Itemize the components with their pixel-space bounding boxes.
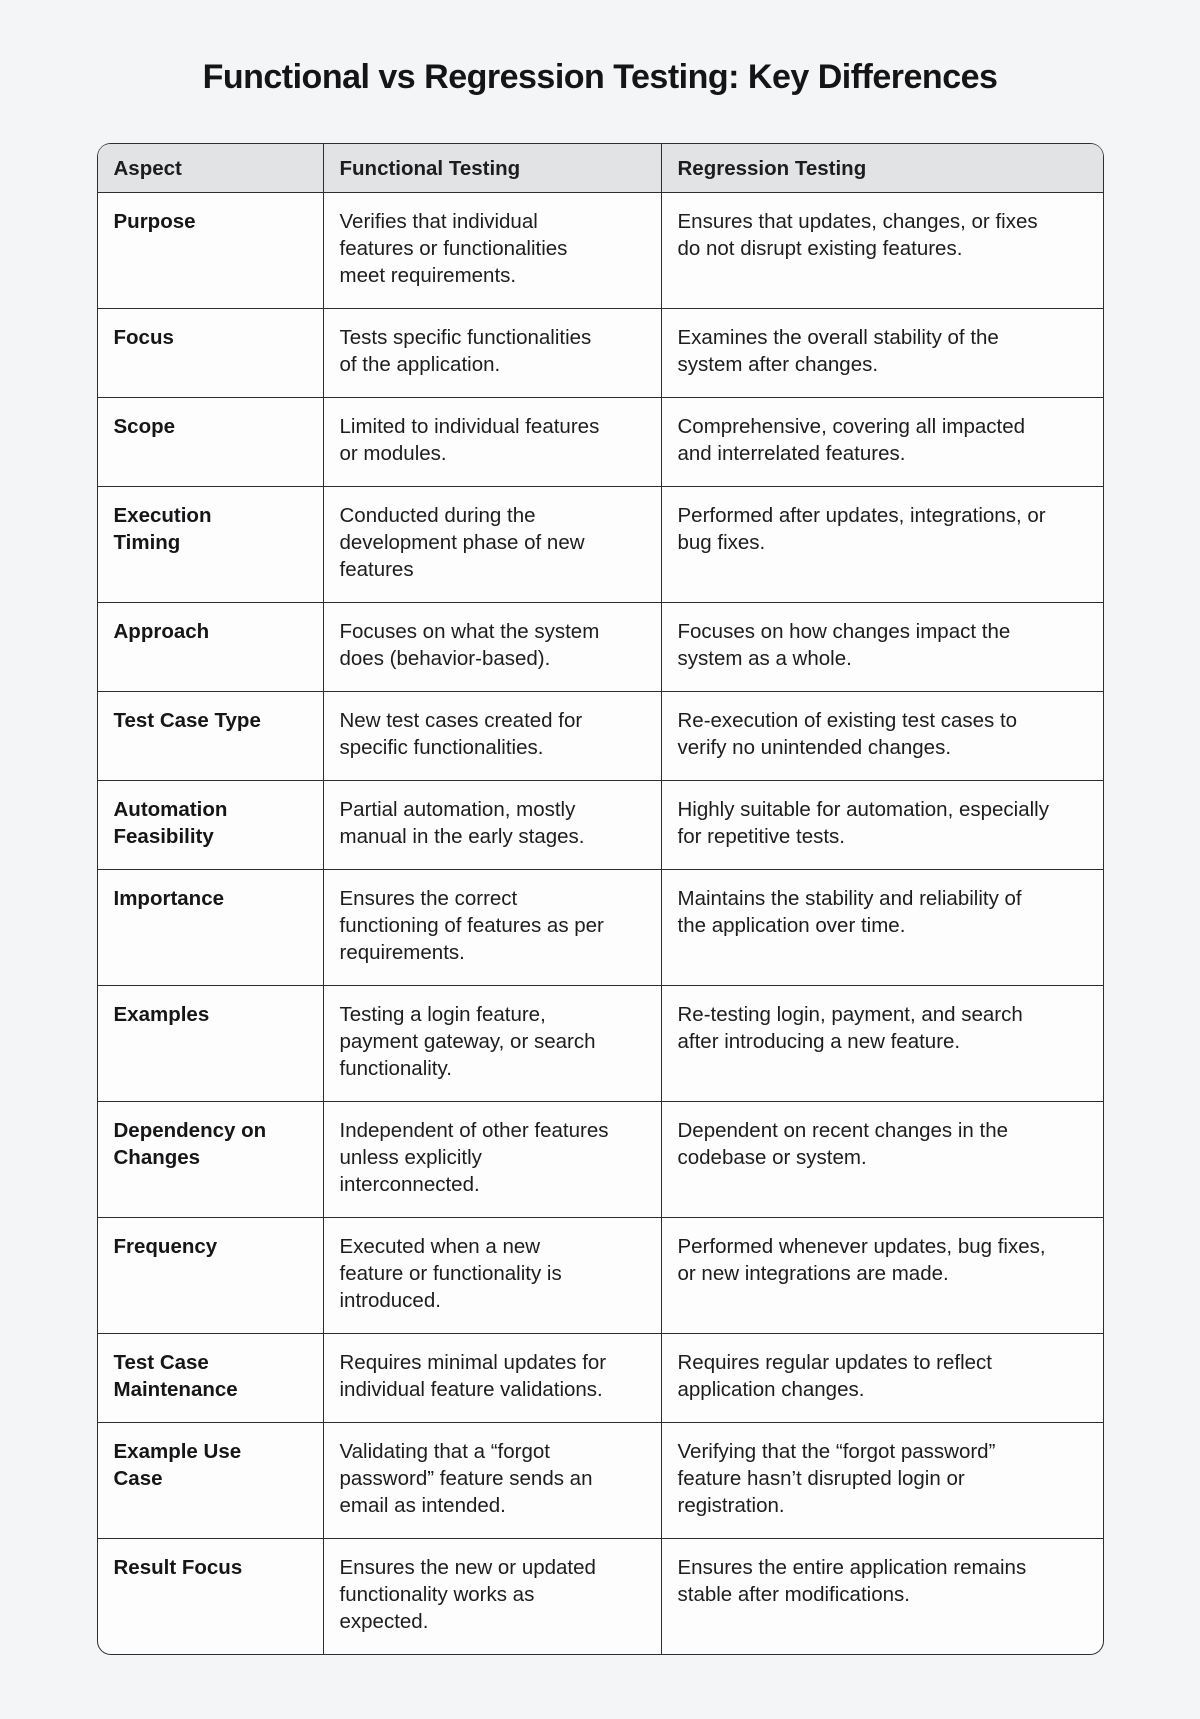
table-row: [98, 1218, 1103, 1334]
regression-testing-cell: Verifying that the “forgot password” feature hasn’t disrupted login or registration.: [661, 1423, 1103, 1539]
table-row: [98, 781, 1103, 870]
aspect-cell: Focus: [98, 309, 323, 398]
table-row: [98, 870, 1103, 986]
header-cell-regression-testing: Regression Testing: [661, 144, 1103, 193]
page-title: Functional vs Regression Testing: Key Differences: [202, 58, 998, 96]
table-row: [98, 398, 1103, 487]
aspect-cell: Examples: [98, 986, 323, 1102]
aspect-cell: Dependency on Changes: [98, 1102, 323, 1218]
functional-testing-cell: Ensures the correct functioning of features as per requirements.: [323, 870, 661, 986]
header-cell-functional-testing: Functional Testing: [323, 144, 661, 193]
comparison-table: [97, 143, 1104, 1655]
functional-testing-cell: Executed when a new feature or functionality is introduced.: [323, 1218, 661, 1334]
header-cell-aspect: Aspect: [98, 144, 323, 193]
functional-testing-cell: Tests specific functionalities of the application.: [323, 309, 661, 398]
functional-testing-cell: Ensures the new or updated functionality works as expected.: [323, 1539, 661, 1654]
regression-testing-cell: Re-testing login, payment, and search after introducing a new feature.: [661, 986, 1103, 1102]
table-row: [98, 487, 1103, 603]
regression-testing-cell: Highly suitable for automation, especially for repetitive tests.: [661, 781, 1103, 870]
aspect-cell: Example Use Case: [98, 1423, 323, 1539]
functional-testing-cell: Focuses on what the system does (behavior-based).: [323, 603, 661, 692]
table-row: [98, 986, 1103, 1102]
functional-testing-cell: Verifies that individual features or functionalities meet requirements.: [323, 193, 661, 309]
regression-testing-cell: Focuses on how changes impact the system as a whole.: [661, 603, 1103, 692]
table-header-row: [98, 144, 1103, 193]
regression-testing-cell: Performed after updates, integrations, or bug fixes.: [661, 487, 1103, 603]
table-row: [98, 193, 1103, 309]
functional-testing-cell: Testing a login feature, payment gateway, or search functionality.: [323, 986, 661, 1102]
regression-testing-cell: Requires regular updates to reflect application changes.: [661, 1334, 1103, 1423]
table-row: [98, 1334, 1103, 1423]
aspect-cell: Frequency: [98, 1218, 323, 1334]
aspect-cell: Automation Feasibility: [98, 781, 323, 870]
functional-testing-cell: New test cases created for specific functionalities.: [323, 692, 661, 781]
aspect-cell: Importance: [98, 870, 323, 986]
table-body: [98, 193, 1103, 1654]
table-row: [98, 1423, 1103, 1539]
table-row: [98, 692, 1103, 781]
aspect-cell: Test Case Maintenance: [98, 1334, 323, 1423]
functional-testing-cell: Partial automation, mostly manual in the early stages.: [323, 781, 661, 870]
aspect-cell: Approach: [98, 603, 323, 692]
regression-testing-cell: Ensures the entire application remains stable after modifications.: [661, 1539, 1103, 1654]
functional-testing-cell: Requires minimal updates for individual feature validations.: [323, 1334, 661, 1423]
aspect-cell: Scope: [98, 398, 323, 487]
functional-testing-cell: Limited to individual features or modules.: [323, 398, 661, 487]
table-row: [98, 309, 1103, 398]
aspect-cell: Test Case Type: [98, 692, 323, 781]
aspect-cell: Result Focus: [113, 1556, 243, 1579]
regression-testing-cell: Re-execution of existing test cases to verify no unintended changes.: [661, 692, 1103, 781]
table-row: [98, 1102, 1103, 1218]
functional-testing-cell: Conducted during the development phase of new features: [323, 487, 661, 603]
regression-testing-cell: Performed whenever updates, bug fixes, or new integrations are made.: [661, 1218, 1103, 1334]
functional-testing-cell: Validating that a “forgot password” feature sends an email as intended.: [323, 1423, 661, 1539]
table-row: [98, 1539, 1103, 1654]
regression-testing-cell: Ensures that updates, changes, or fixes do not disrupt existing features.: [661, 193, 1103, 309]
table-row: [98, 603, 1103, 692]
functional-testing-cell: Independent of other features unless explicitly interconnected.: [323, 1102, 661, 1218]
aspect-cell: Purpose: [98, 193, 323, 309]
regression-testing-cell: Maintains the stability and reliability of the application over time.: [661, 870, 1103, 986]
aspect-cell: Execution Timing: [98, 487, 323, 603]
regression-testing-cell: Comprehensive, covering all impacted and interrelated features.: [661, 398, 1103, 487]
regression-testing-cell: Examines the overall stability of the system after changes.: [661, 309, 1103, 398]
regression-testing-cell: Dependent on recent changes in the codebase or system.: [661, 1102, 1103, 1218]
